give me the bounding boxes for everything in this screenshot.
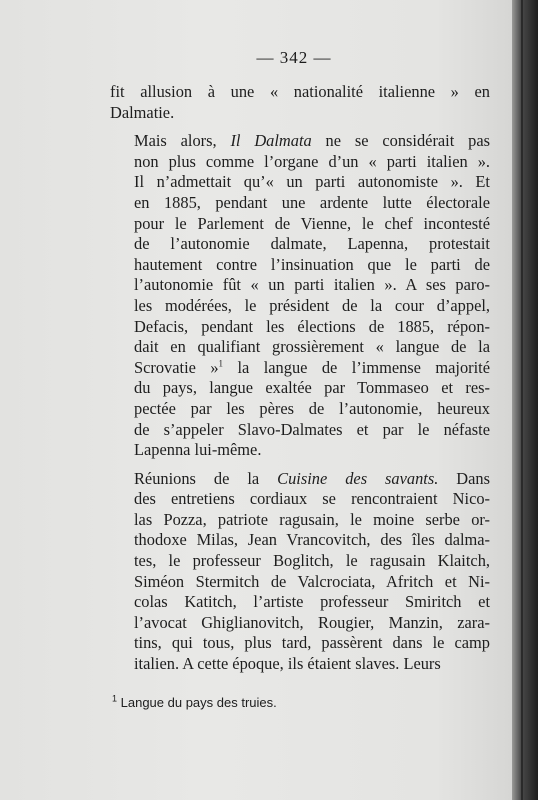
text-line <box>110 510 490 531</box>
text-line <box>110 592 490 613</box>
text-line <box>110 530 490 551</box>
text-run: pour le Parlement de Vienne, le chef incontesté <box>134 213 490 233</box>
text-line <box>110 103 490 124</box>
text-line <box>110 469 490 490</box>
text-line <box>110 337 490 358</box>
text-run: de l’autonomie dalmate, Lapenna, protestait <box>134 234 490 254</box>
text-run: pectée par les pères de l’autonomie, heureux <box>134 398 490 418</box>
text-run: l’autonomie fût « un parti italien ». A ses paro- <box>134 275 490 295</box>
text-line <box>110 131 490 152</box>
paragraph <box>110 469 490 675</box>
footnote-reference: 1 <box>218 358 224 369</box>
text-run: tins, qui tous, plus tard, passèrent dans le camp <box>134 633 490 653</box>
text-line <box>110 489 490 510</box>
text-line <box>110 214 490 235</box>
text-run: fit allusion à une « nationalité italienne » en <box>110 82 490 101</box>
footnote <box>112 695 277 710</box>
text-line <box>110 255 490 276</box>
text-run: tes, le professeur Boglitch, le ragusain Klaitch, <box>134 551 490 571</box>
text-line <box>110 440 490 461</box>
text-line <box>110 633 490 654</box>
text-run: ne se considérait pas <box>311 131 490 151</box>
text-run: dait en qualifiant grossièrement « langue de la <box>134 337 490 357</box>
text-run: las Pozza, patriote ragusain, le moine serbe or- <box>134 509 490 529</box>
text-line <box>110 654 490 675</box>
text-line <box>110 275 490 296</box>
body-text <box>110 82 490 683</box>
text-run: de s’appeler Slavo-Dalmates et par le néfaste <box>134 419 490 439</box>
text-line <box>110 193 490 214</box>
text-run: Il n’admettait qu’« un parti autonomiste ». Et <box>134 172 490 192</box>
italic-title: Cuisine des savants. <box>277 468 439 488</box>
text-line <box>110 82 490 103</box>
text-run: italien. A cette époque, ils étaient slaves. Leurs <box>134 654 441 674</box>
text-line <box>110 613 490 634</box>
text-line <box>110 399 490 420</box>
book-gutter-line <box>521 0 523 800</box>
text-line <box>110 420 490 441</box>
text-run: thodoxe Milas, Jean Vrancovitch, des îles dalma- <box>134 530 490 550</box>
text-run: en 1885, pendant une ardente lutte électorale <box>134 192 490 212</box>
text-run: hautement contre l’insinuation que le parti de <box>134 254 490 274</box>
text-run: les modérées, le président de la cour d’appel, <box>134 295 490 315</box>
text-line <box>110 358 490 379</box>
page-number: — 342 — <box>256 48 332 67</box>
footnote-marker: 1 <box>112 693 118 704</box>
text-run: des entretiens cordiaux se rencontraient Nico- <box>134 489 490 509</box>
text-run: Defacis, pendant les élections de 1885, répon- <box>134 316 490 336</box>
text-run: la langue de l’immense majorité <box>223 357 490 377</box>
text-line <box>110 234 490 255</box>
text-run: Scrovatie » <box>134 357 219 377</box>
text-line <box>110 296 490 317</box>
text-run: l’avocat Ghiglianovitch, Rougier, Manzin, zara- <box>134 612 490 632</box>
italic-title: Il Dalmata <box>230 131 312 151</box>
text-run: Siméon Stermitch de Valcrociata, Afritch et Ni- <box>134 571 490 591</box>
text-run: Mais alors, <box>134 131 231 151</box>
text-run: Lapenna lui-même. <box>134 440 262 460</box>
text-run: Dans <box>438 468 490 488</box>
text-line <box>110 172 490 193</box>
book-spine-shadow <box>512 0 538 800</box>
text-line <box>110 152 490 173</box>
text-run: colas Katitch, l’artiste professeur Smiritch et <box>134 592 490 612</box>
text-line <box>110 551 490 572</box>
text-run: du pays, langue exaltée par Tommaseo et res- <box>134 378 490 398</box>
paragraph <box>110 82 490 123</box>
text-line <box>110 572 490 593</box>
text-line <box>110 317 490 338</box>
footnote-text: Langue du pays des truies. <box>120 695 277 710</box>
text-run: Dalmatie. <box>110 102 175 122</box>
paragraph <box>110 131 490 461</box>
text-run: Réunions de la <box>134 468 278 488</box>
text-line <box>110 378 490 399</box>
text-run: non plus comme l’organe d’un « parti italien ». <box>134 151 490 171</box>
